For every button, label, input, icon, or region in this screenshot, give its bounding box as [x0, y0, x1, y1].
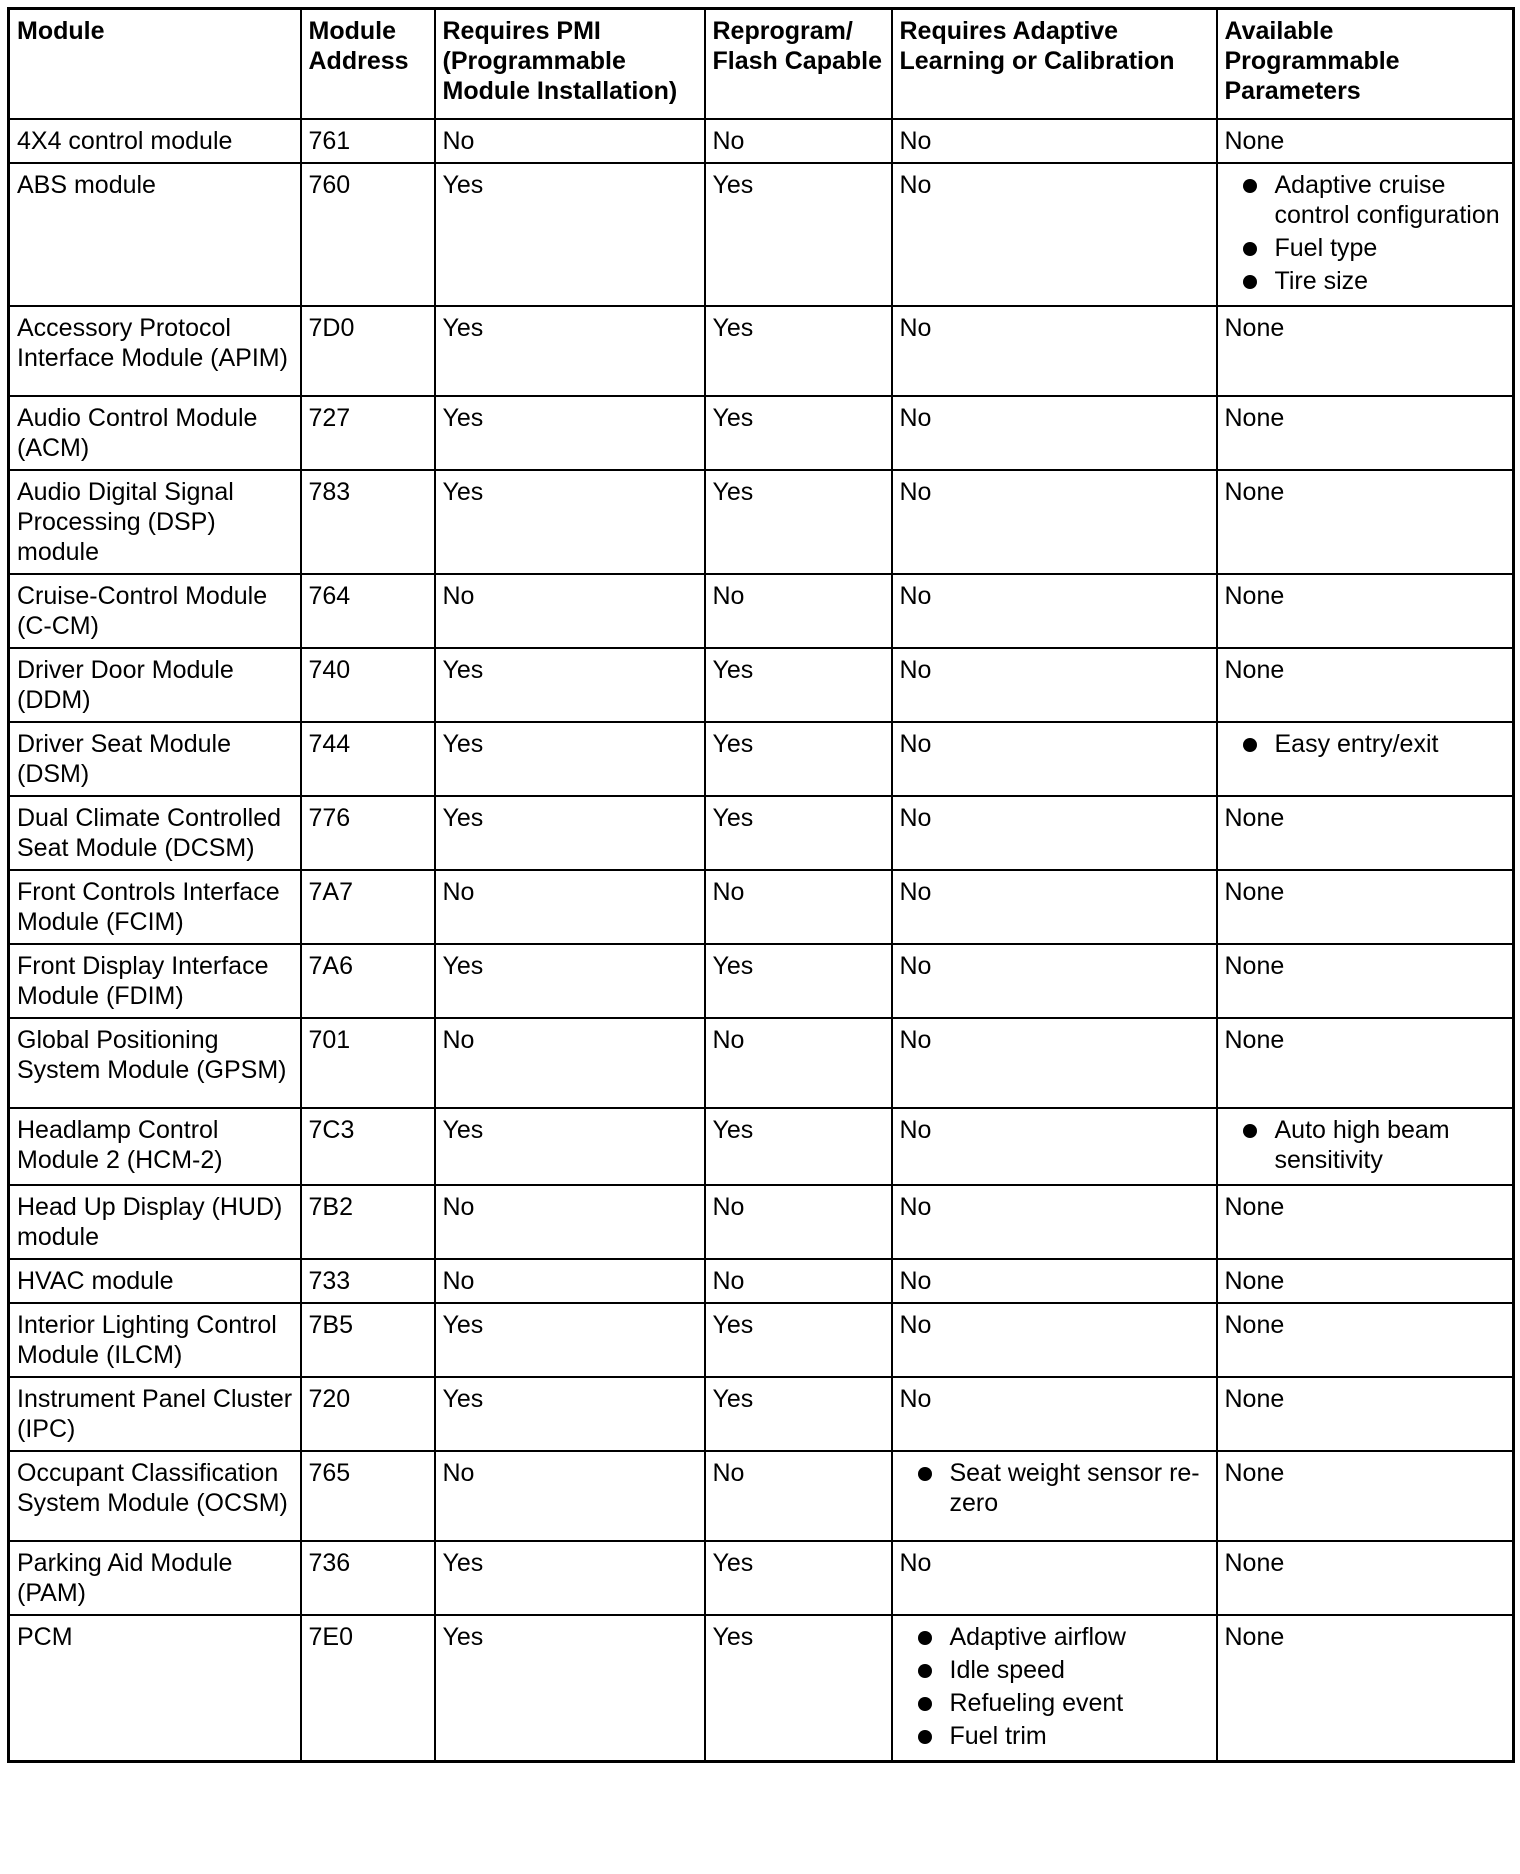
adaptive-cell — [892, 1451, 1217, 1541]
bullet-item: Idle speed — [900, 1655, 1209, 1685]
address-cell: 7B5 — [301, 1303, 435, 1377]
address-cell: 764 — [301, 574, 435, 648]
address-cell: 740 — [301, 648, 435, 722]
bullet-item: Seat weight sensor re-zero — [900, 1458, 1209, 1518]
flash-cell: Yes — [705, 306, 892, 396]
params-cell: None — [1217, 870, 1514, 944]
adaptive-cell: No — [892, 796, 1217, 870]
address-cell: 760 — [301, 163, 435, 306]
module-cell: Accessory Protocol Interface Module (APIM) — [9, 306, 301, 396]
params-cell — [1217, 1108, 1514, 1185]
adaptive-cell: No — [892, 1541, 1217, 1615]
table-row — [9, 306, 1514, 396]
module-cell: Headlamp Control Module 2 (HCM-2) — [9, 1108, 301, 1185]
adaptive-cell: No — [892, 648, 1217, 722]
pmi-cell: Yes — [435, 1303, 705, 1377]
adaptive-cell: No — [892, 1185, 1217, 1259]
pmi-cell: No — [435, 870, 705, 944]
params-cell: None — [1217, 1451, 1514, 1541]
module-cell: Audio Digital Signal Processing (DSP) module — [9, 470, 301, 574]
adaptive-cell: No — [892, 396, 1217, 470]
address-cell: 7C3 — [301, 1108, 435, 1185]
pmi-cell: No — [435, 574, 705, 648]
address-cell: 7D0 — [301, 306, 435, 396]
module-cell: Global Positioning System Module (GPSM) — [9, 1018, 301, 1108]
module-cell: Driver Seat Module (DSM) — [9, 722, 301, 796]
adaptive-cell: No — [892, 944, 1217, 1018]
module-cell: Dual Climate Controlled Seat Module (DCSM) — [9, 796, 301, 870]
address-cell: 744 — [301, 722, 435, 796]
module-cell: ABS module — [9, 163, 301, 306]
adaptive-cell: No — [892, 1259, 1217, 1303]
params-cell: None — [1217, 1541, 1514, 1615]
flash-cell: Yes — [705, 1615, 892, 1762]
header-module: Module — [9, 9, 301, 120]
bullet-list — [900, 1622, 1209, 1751]
bullet-list — [1225, 170, 1506, 296]
header-module-address: Module Address — [301, 9, 435, 120]
pmi-cell: Yes — [435, 396, 705, 470]
adaptive-cell: No — [892, 470, 1217, 574]
adaptive-cell: No — [892, 1108, 1217, 1185]
adaptive-cell: No — [892, 119, 1217, 163]
params-cell: None — [1217, 1185, 1514, 1259]
address-cell: 720 — [301, 1377, 435, 1451]
module-table — [7, 7, 1515, 1763]
bullet-item: Tire size — [1225, 266, 1506, 296]
pmi-cell: Yes — [435, 306, 705, 396]
address-cell: 7E0 — [301, 1615, 435, 1762]
address-cell: 783 — [301, 470, 435, 574]
adaptive-cell: No — [892, 306, 1217, 396]
table-row — [9, 648, 1514, 722]
flash-cell: No — [705, 119, 892, 163]
bullet-item: Easy entry/exit — [1225, 729, 1506, 759]
address-cell: 701 — [301, 1018, 435, 1108]
module-cell: Instrument Panel Cluster (IPC) — [9, 1377, 301, 1451]
header-flash-capable: Reprogram/ Flash Capable — [705, 9, 892, 120]
header-programmable-parameters: Available Programmable Parameters — [1217, 9, 1514, 120]
adaptive-cell — [892, 1615, 1217, 1762]
module-cell: Occupant Classification System Module (OCSM) — [9, 1451, 301, 1541]
table-row — [9, 574, 1514, 648]
table-row — [9, 1108, 1514, 1185]
table-body — [9, 119, 1514, 1762]
module-cell: 4X4 control module — [9, 119, 301, 163]
table-row — [9, 1259, 1514, 1303]
table-row — [9, 163, 1514, 306]
params-cell: None — [1217, 944, 1514, 1018]
flash-cell: Yes — [705, 722, 892, 796]
pmi-cell: Yes — [435, 944, 705, 1018]
address-cell: 7B2 — [301, 1185, 435, 1259]
adaptive-cell: No — [892, 722, 1217, 796]
bullet-item: Adaptive airflow — [900, 1622, 1209, 1652]
flash-cell: Yes — [705, 796, 892, 870]
params-cell: None — [1217, 396, 1514, 470]
flash-cell: Yes — [705, 1303, 892, 1377]
params-cell: None — [1217, 1377, 1514, 1451]
table-row — [9, 470, 1514, 574]
pmi-cell: No — [435, 1259, 705, 1303]
params-cell: None — [1217, 796, 1514, 870]
bullet-item: Adaptive cruise control configuration — [1225, 170, 1506, 230]
params-cell: None — [1217, 1018, 1514, 1108]
params-cell: None — [1217, 1615, 1514, 1762]
table-row — [9, 722, 1514, 796]
flash-cell: No — [705, 1451, 892, 1541]
pmi-cell: Yes — [435, 163, 705, 306]
params-cell: None — [1217, 306, 1514, 396]
bullet-list — [1225, 1115, 1506, 1175]
address-cell: 727 — [301, 396, 435, 470]
table-row — [9, 396, 1514, 470]
table-row — [9, 870, 1514, 944]
flash-cell: No — [705, 1018, 892, 1108]
flash-cell: No — [705, 1259, 892, 1303]
table-row — [9, 1615, 1514, 1762]
table-row — [9, 1303, 1514, 1377]
pmi-cell: No — [435, 1018, 705, 1108]
adaptive-cell: No — [892, 1303, 1217, 1377]
params-cell: None — [1217, 470, 1514, 574]
address-cell: 761 — [301, 119, 435, 163]
module-cell: Audio Control Module (ACM) — [9, 396, 301, 470]
address-cell: 736 — [301, 1541, 435, 1615]
flash-cell: Yes — [705, 1108, 892, 1185]
table-row — [9, 1018, 1514, 1108]
params-cell: None — [1217, 1303, 1514, 1377]
flash-cell: Yes — [705, 163, 892, 306]
flash-cell: Yes — [705, 648, 892, 722]
pmi-cell: Yes — [435, 470, 705, 574]
bullet-list — [900, 1458, 1209, 1518]
flash-cell: Yes — [705, 1377, 892, 1451]
header-row — [9, 9, 1514, 120]
params-cell: None — [1217, 574, 1514, 648]
address-cell: 7A7 — [301, 870, 435, 944]
pmi-cell: No — [435, 119, 705, 163]
table-row — [9, 796, 1514, 870]
module-cell: Front Controls Interface Module (FCIM) — [9, 870, 301, 944]
address-cell: 776 — [301, 796, 435, 870]
module-cell: Cruise-Control Module (C-CM) — [9, 574, 301, 648]
adaptive-cell: No — [892, 163, 1217, 306]
module-cell: Front Display Interface Module (FDIM) — [9, 944, 301, 1018]
table-row — [9, 1451, 1514, 1541]
params-cell: None — [1217, 648, 1514, 722]
module-cell: Driver Door Module (DDM) — [9, 648, 301, 722]
module-cell: Parking Aid Module (PAM) — [9, 1541, 301, 1615]
bullet-list — [1225, 729, 1506, 759]
bullet-item: Refueling event — [900, 1688, 1209, 1718]
table-row — [9, 119, 1514, 163]
header-adaptive-learning: Requires Adaptive Learning or Calibration — [892, 9, 1217, 120]
flash-cell: Yes — [705, 1541, 892, 1615]
pmi-cell: No — [435, 1185, 705, 1259]
adaptive-cell: No — [892, 574, 1217, 648]
pmi-cell: Yes — [435, 722, 705, 796]
address-cell: 765 — [301, 1451, 435, 1541]
flash-cell: No — [705, 870, 892, 944]
pmi-cell: No — [435, 1451, 705, 1541]
address-cell: 7A6 — [301, 944, 435, 1018]
flash-cell: Yes — [705, 470, 892, 574]
bullet-item: Auto high beam sensitivity — [1225, 1115, 1506, 1175]
adaptive-cell: No — [892, 870, 1217, 944]
adaptive-cell: No — [892, 1018, 1217, 1108]
params-cell — [1217, 722, 1514, 796]
params-cell — [1217, 163, 1514, 306]
bullet-item: Fuel type — [1225, 233, 1506, 263]
pmi-cell: Yes — [435, 1541, 705, 1615]
module-cell: Interior Lighting Control Module (ILCM) — [9, 1303, 301, 1377]
pmi-cell: Yes — [435, 1377, 705, 1451]
module-cell: PCM — [9, 1615, 301, 1762]
flash-cell: No — [705, 574, 892, 648]
params-cell: None — [1217, 1259, 1514, 1303]
params-cell: None — [1217, 119, 1514, 163]
flash-cell: No — [705, 1185, 892, 1259]
header-requires-pmi: Requires PMI (Programmable Module Installation) — [435, 9, 705, 120]
address-cell: 733 — [301, 1259, 435, 1303]
module-cell: Head Up Display (HUD) module — [9, 1185, 301, 1259]
flash-cell: Yes — [705, 396, 892, 470]
flash-cell: Yes — [705, 944, 892, 1018]
pmi-cell: Yes — [435, 796, 705, 870]
pmi-cell: Yes — [435, 648, 705, 722]
table-row — [9, 1541, 1514, 1615]
table-row — [9, 1377, 1514, 1451]
pmi-cell: Yes — [435, 1108, 705, 1185]
pmi-cell: Yes — [435, 1615, 705, 1762]
module-cell: HVAC module — [9, 1259, 301, 1303]
table-row — [9, 1185, 1514, 1259]
table-row — [9, 944, 1514, 1018]
bullet-item: Fuel trim — [900, 1721, 1209, 1751]
adaptive-cell: No — [892, 1377, 1217, 1451]
